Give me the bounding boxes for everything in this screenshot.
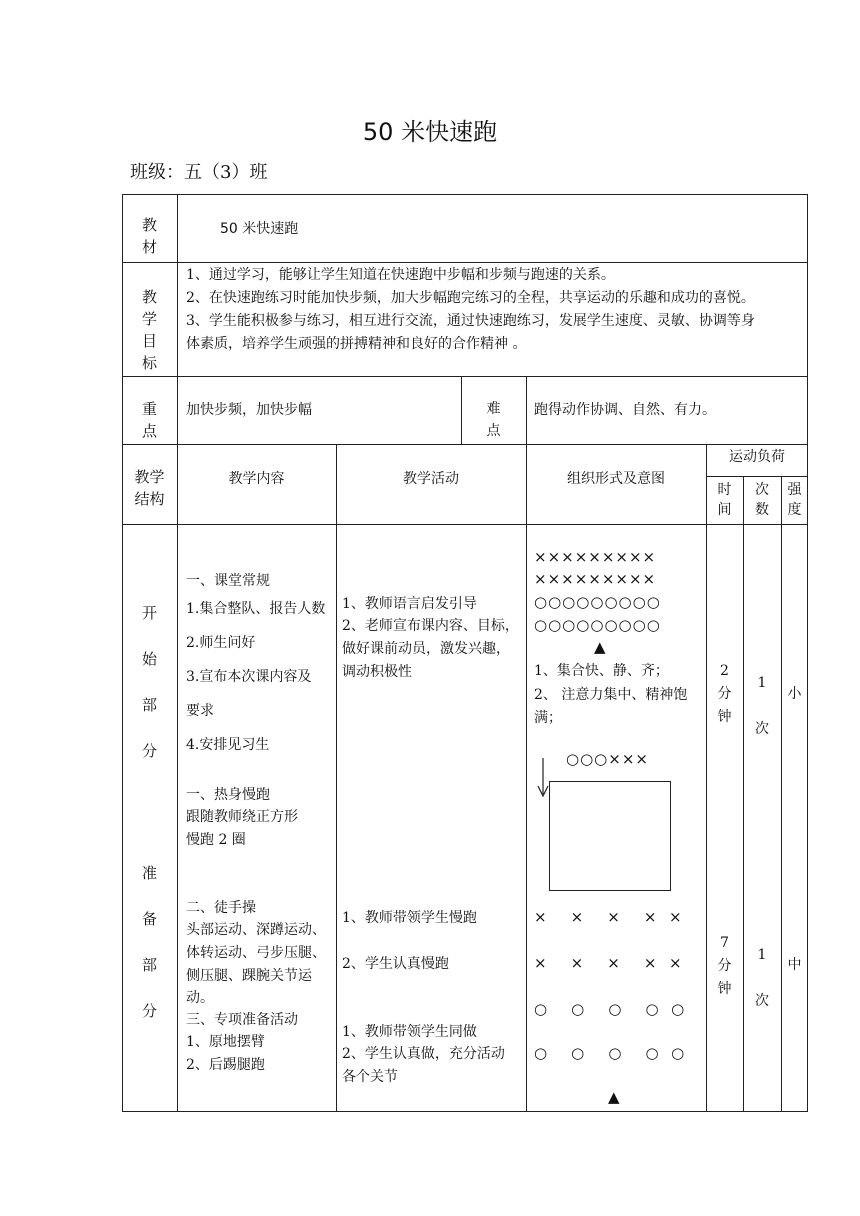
content-header: 教学内容 <box>228 471 285 487</box>
prep-count: 1 次 <box>755 947 769 1009</box>
prep-section-label: 准 备 部 分 <box>141 864 157 1020</box>
time-header: 时 间 <box>717 482 732 518</box>
intensity-header: 强 度 <box>787 482 802 518</box>
key-value: 加快步频，加快步幅 <box>186 402 312 418</box>
goal-line-4: 体素质，培养学生顽强的拼搏精神和良好的合作精神 。 <box>186 336 527 352</box>
material-label: 教 材 <box>141 216 157 256</box>
prep-time: 7 分 钟 <box>717 935 732 997</box>
start-count: 1 次 <box>755 675 769 737</box>
goals-label: 教 学 目 标 <box>141 288 157 372</box>
prep-intensity: 中 <box>787 957 802 973</box>
start-time: 2 分 钟 <box>717 663 732 725</box>
class-label: 班级：五（3）班 <box>130 162 268 183</box>
goal-line-3: 3、学生能积极参与练习，相互进行交流，通过快速跑练习，发展学生速度、灵敏、协调等身 <box>186 313 755 329</box>
organization-header: 组织形式及意图 <box>567 471 665 487</box>
activity-header: 教学活动 <box>403 471 459 487</box>
difficult-label: 难 点 <box>486 401 501 439</box>
square-label: ○○○××× <box>566 750 649 768</box>
goal-line-2: 2、在快速跑练习时能加快步频，加大步幅跑完练习的全程，共享运动的乐趣和成功的喜悦。 <box>186 290 755 306</box>
load-header: 运动负荷 <box>729 449 785 465</box>
running-square <box>549 781 671 891</box>
count-header: 次 数 <box>755 482 769 518</box>
material-value: 50 米快速跑 <box>220 221 299 237</box>
start-section-label: 开 始 部 分 <box>141 604 157 760</box>
lesson-table: 教 材 50 米快速跑 教 学 目 标 1、通过学习，能够让学生知道在快速跑中步幅和步频与跑速的关系。 2、在快速跑练习时能加快步频，加大步幅跑完练习的全程，共享运动的乐趣和成功的喜悦。 3、学生能积极参与练习，相互进行交流，通过快速跑练习，发展学生速度、灵敏、协调等身 体素质，培养学生顽强的拼搏精神和良好的合作精神 。 重 点 加快步频，加快步幅 难 点 跑得动作协调、自然、有力。 教学 结构 教学内容 教学活动 组织形式及意图 运动负荷 时 间 次 数 强 度 开 始 部 分 一、课堂常规 1.集合整队、报告人数 2.师生问好 3.宣布本次课内容及 要求 4.安排见习生 1、教师语言启发引导 2、老师宣布课内容、目标， 做好课前动员，激发兴趣， 调动积极性 ××××××××× ××××××××× ○○○○○○○○○ ○○○○○○○○○ ▲ 1、集合快、静、齐； 2、 注意力集中、精神饱 满； 2 分 钟 1 次 小 准 备 部 分 一、热身慢跑 跟随教师绕正方形 慢跑 2 圈 二、徒手操 头部运动、深蹲运动、 体转运动、弓步压腿、 侧压腿、踝腕关节运 动。 三、专项准备活动 1、原地摆臂 2、后踢腿跑 1、教师带领学生慢跑 2、学生认真慢跑 1、教师带领学生同做 2、学生认真做，充分活动 各个关节 ○○○××× × × × × × × × × × × ○ ○ ○ ○ ○ ○ ○ ○ ○ ○ ▲ 7 分 钟 1 次 中 <box>122 194 808 1112</box>
teacher-marker: ▲ <box>594 638 607 656</box>
key-label: 重 点 <box>141 400 157 440</box>
start-intensity: 小 <box>787 686 802 702</box>
page-title: 50 米快速跑 <box>362 118 498 146</box>
teacher-marker: ▲ <box>608 1088 621 1106</box>
structure-header: 教学 结构 <box>134 468 165 508</box>
goal-line-1: 1、通过学习，能够让学生知道在快速跑中步幅和步频与跑速的关系。 <box>186 267 615 283</box>
difficult-value: 跑得动作协调、自然、有力。 <box>534 402 716 418</box>
